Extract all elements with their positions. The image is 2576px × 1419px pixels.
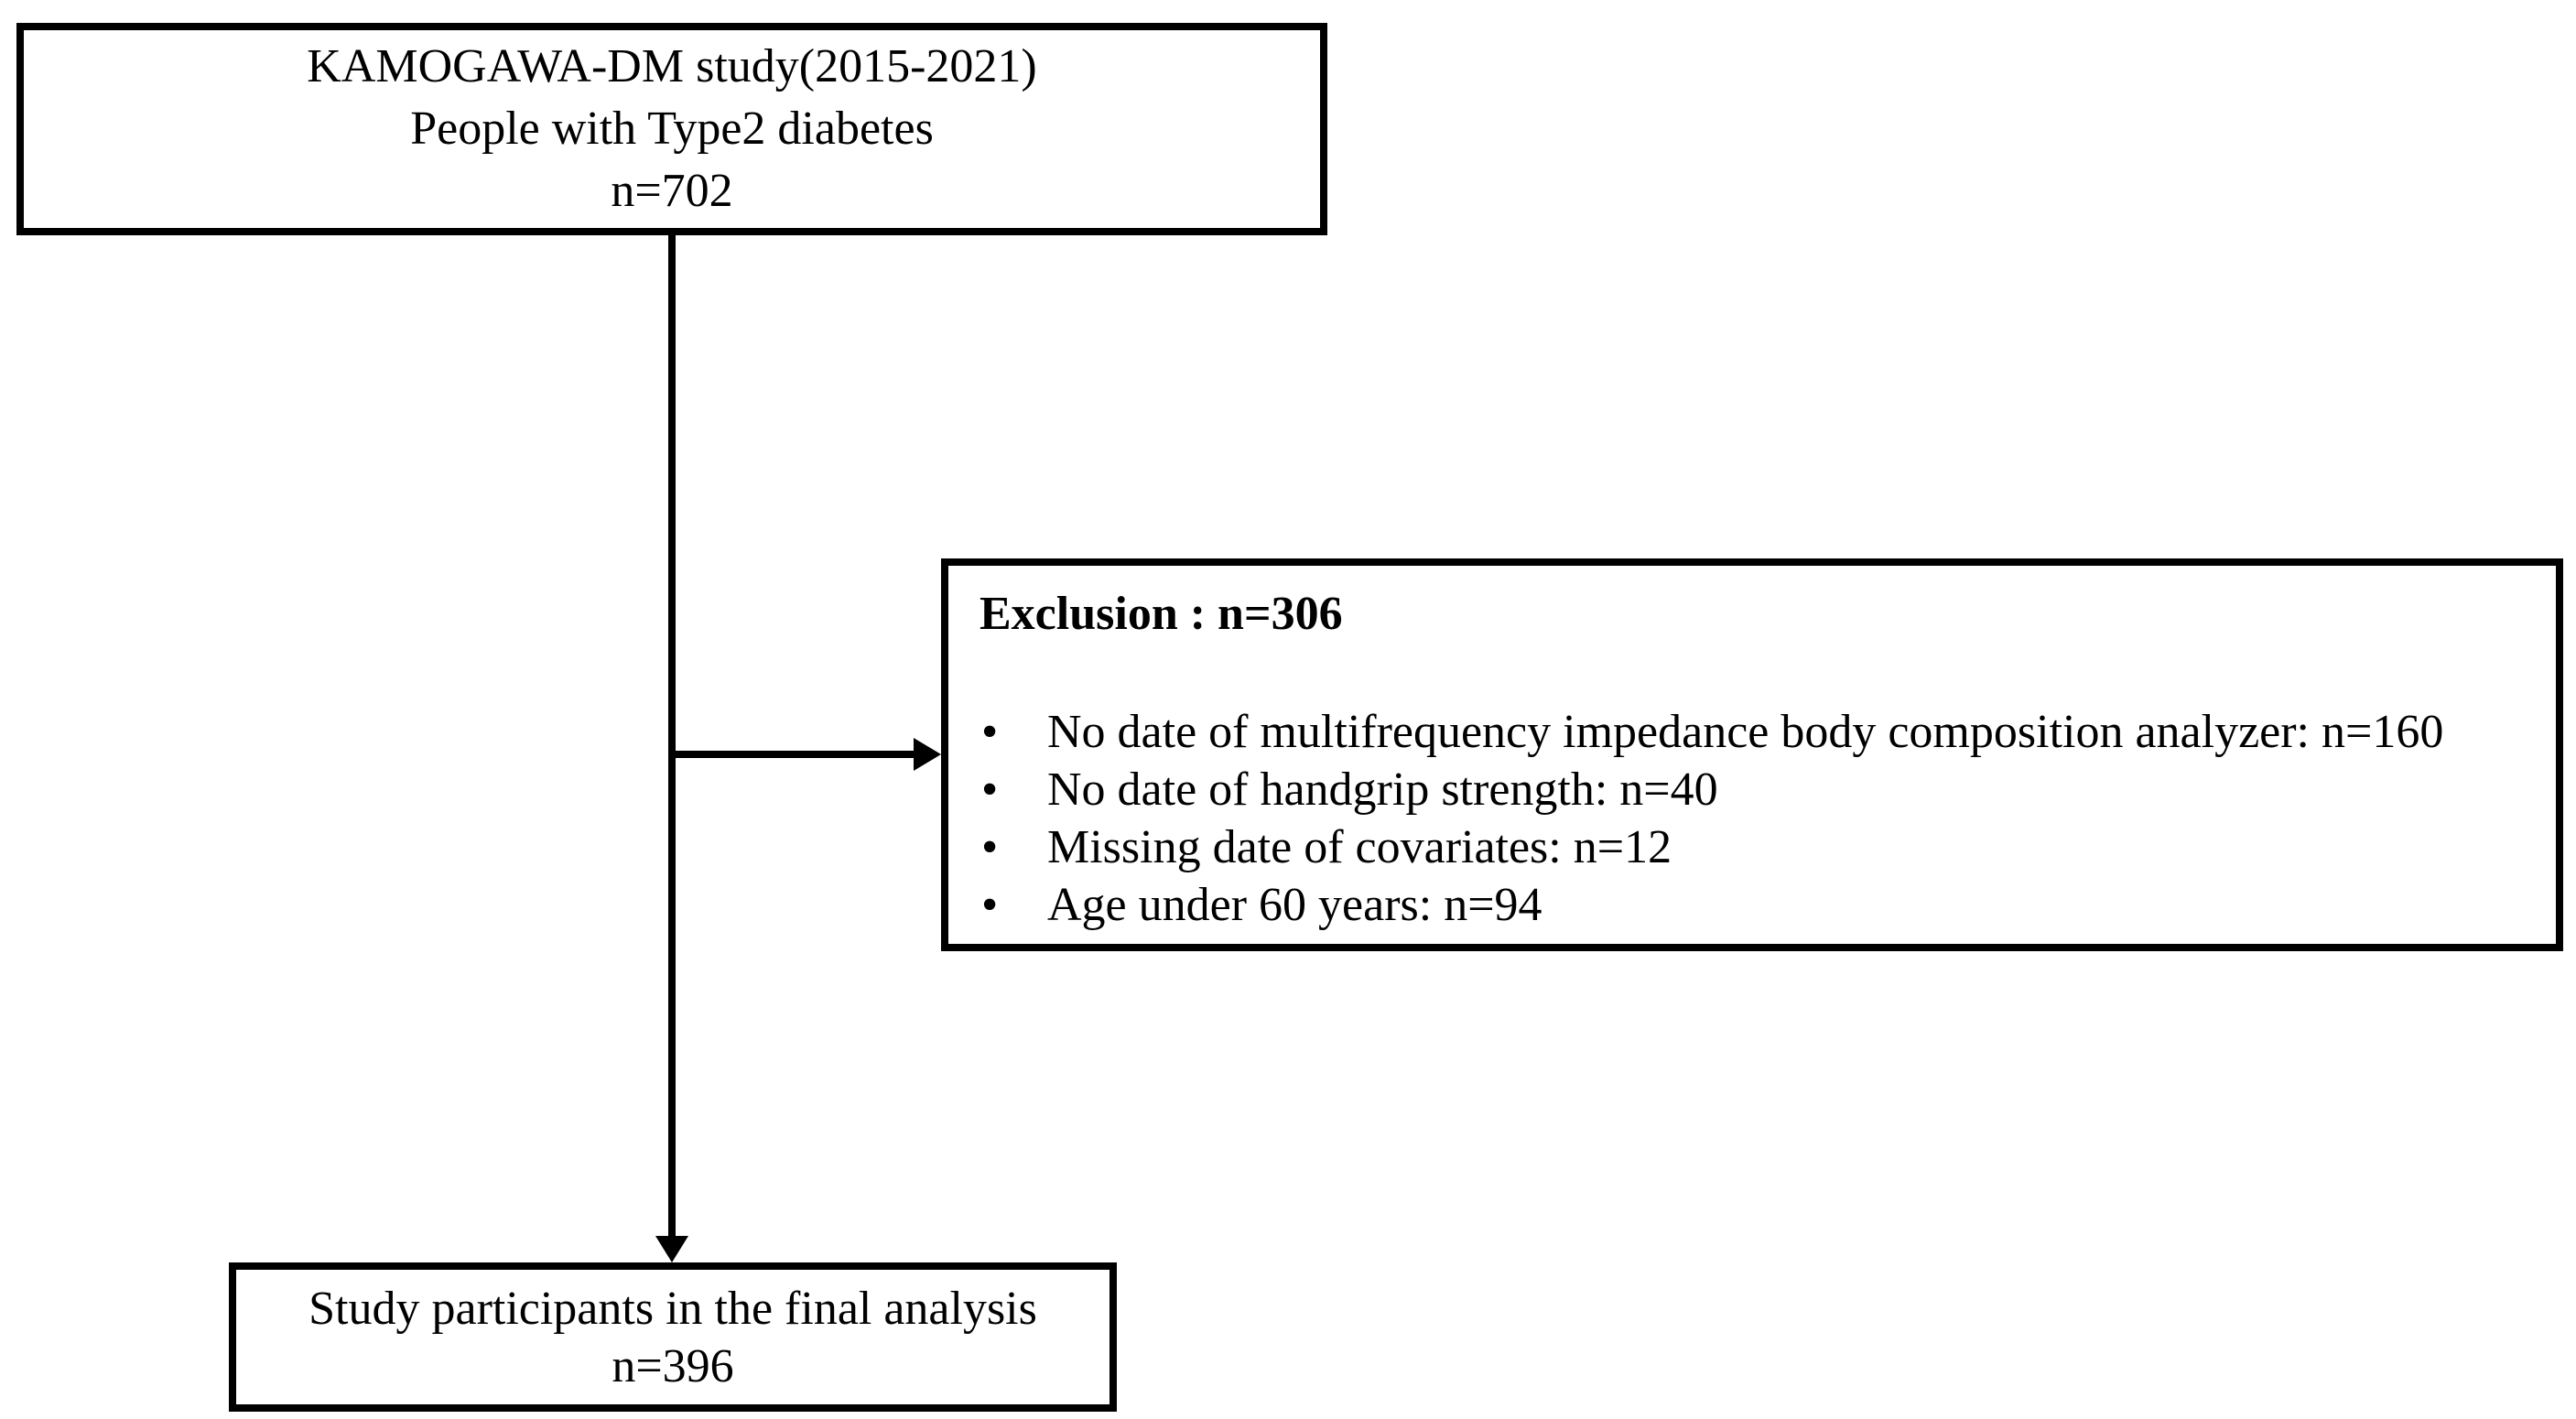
- final-count-text: n=396: [612, 1339, 734, 1392]
- bullet-icon: •: [981, 879, 999, 931]
- exclusion-title: Exclusion : n=306: [980, 588, 1343, 640]
- arrowhead-to-final: [655, 1236, 688, 1262]
- final-analysis-label: Study participants in the final analysis: [308, 1282, 1037, 1335]
- population-text: People with Type2 diabetes: [410, 103, 934, 155]
- exclusion-item-text: No date of multifrequency impedance body composition analyzer: n=160: [1047, 706, 2444, 758]
- bullet-icon: •: [981, 706, 999, 758]
- exclusion-item-text: Missing date of covariates: n=12: [1047, 821, 1672, 873]
- bullet-icon: •: [981, 821, 999, 873]
- exclusion-box: [941, 558, 2563, 951]
- exclusion-item: [980, 876, 2556, 934]
- exclusion-criteria-list: [980, 703, 2556, 934]
- exclusion-item: [980, 703, 2556, 761]
- cohort-source-box: [16, 23, 1327, 235]
- exclusion-item: [980, 761, 2556, 818]
- exclusion-item-text: No date of handgrip strength: n=40: [1047, 764, 1718, 816]
- bullet-icon: •: [981, 764, 999, 816]
- arrowhead-to-exclusion: [914, 738, 941, 771]
- final-analysis-box: [229, 1262, 1117, 1412]
- study-name-text: KAMOGAWA-DM study(2015-2021): [307, 40, 1037, 92]
- total-count-text: n=702: [611, 165, 733, 217]
- exclusion-item-text: Age under 60 years: n=94: [1047, 879, 1542, 931]
- exclusion-item: [980, 818, 2556, 876]
